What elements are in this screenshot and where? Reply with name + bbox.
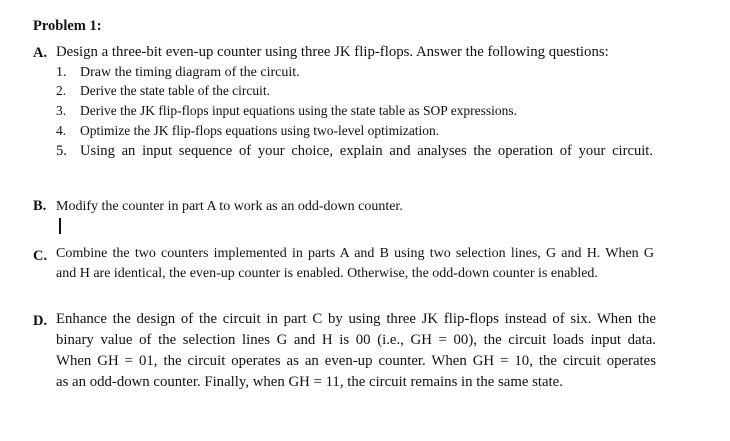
list-item-text: Using an input sequence of your choice, explain and analyses the operation of your circuit. (80, 143, 653, 159)
part-a-letter: A. (33, 45, 48, 61)
text-cursor (59, 218, 61, 234)
list-item-number: 1. (56, 65, 67, 80)
list-item (56, 142, 653, 160)
part-d-line: When GH = 01, the circuit operates as an even-up counter. When GH = 10, the circuit operates (56, 353, 656, 369)
list-item-number: 5. (56, 143, 67, 159)
list-item (56, 102, 517, 120)
list-item (56, 64, 300, 82)
part-c-letter: C. (33, 248, 48, 264)
list-item (56, 82, 270, 100)
list-item (56, 122, 439, 140)
part-d-line: as an odd-down counter. Finally, when GH = 11, the circuit remains in the same state. (56, 374, 563, 390)
part-c-line: and H are identical, the even-up counter is enabled. Otherwise, the odd-down counter is enabled. (56, 266, 598, 281)
part-d-line: Enhance the design of the circuit in part C by using three JK flip-flops instead of six. When the (56, 311, 656, 327)
part-b-text: Modify the counter in part A to work as an odd-down counter. (56, 199, 403, 214)
list-item-text: Derive the JK flip-flops input equations using the state table as SOP expressions. (80, 103, 518, 118)
part-d-line: binary value of the selection lines G and H is 00 (i.e., GH = 00), the circuit loads input data. (56, 332, 656, 348)
part-a-text: Design a three-bit even-up counter using three JK flip-flops. Answer the following questions: (56, 44, 609, 60)
list-item-text: Derive the state table of the circuit. (80, 83, 271, 98)
list-item-number: 3. (56, 103, 67, 118)
part-c-line: Combine the two counters implemented in parts A and B using two selection lines, G and H. When G (56, 246, 654, 261)
part-b-letter: B. (33, 198, 47, 214)
list-item-number: 4. (56, 123, 67, 138)
part-d-letter: D. (33, 313, 48, 329)
part-c-paragraph (56, 244, 654, 284)
list-item-text: Draw the timing diagram of the circuit. (80, 65, 300, 80)
list-item-text: Optimize the JK flip-flops equations using two-level optimization. (80, 123, 440, 138)
list-item-number: 2. (56, 83, 67, 98)
problem-title: Problem 1: (33, 18, 102, 34)
part-d-paragraph (56, 309, 656, 393)
